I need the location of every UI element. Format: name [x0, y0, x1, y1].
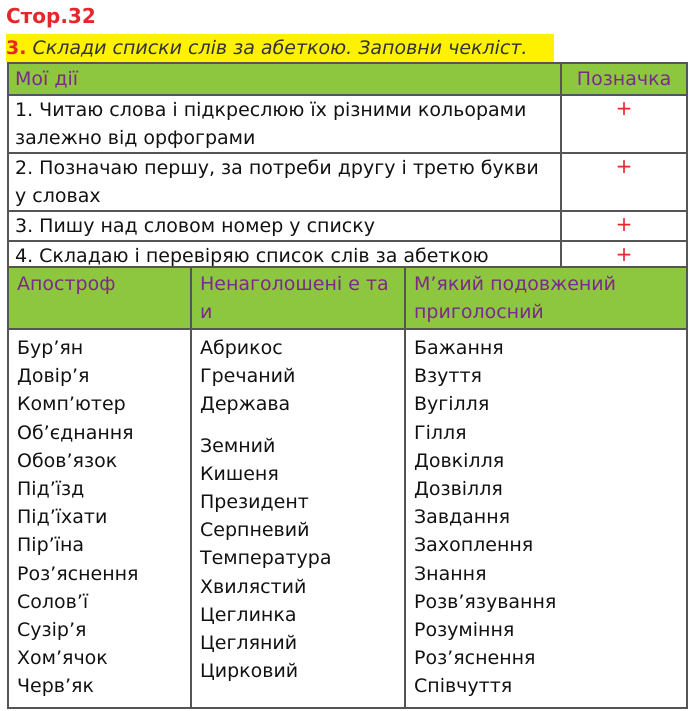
checklist-row-text: 4. Складаю і перевіряю список слів за абеткою [8, 241, 561, 271]
word-item: Пір’їна [17, 534, 85, 557]
word-item: Кишеня [200, 462, 279, 485]
word-item: Гречаний [200, 365, 296, 388]
word-item: Цирковий [200, 660, 299, 683]
word-item: Під’їхати [17, 506, 108, 529]
checklist-row-text: 3. Пишу над словом номер у списку [8, 211, 561, 241]
word-item: Черв’як [17, 675, 94, 698]
checklist-header-mark: Позначка [561, 63, 687, 95]
word-item: Розв’язування [414, 590, 557, 613]
words-column-soft-double [405, 329, 687, 708]
task-text: Склади списки слів за абеткою. Заповни чекліст. [32, 37, 528, 59]
word-item: Хом’ячок [17, 647, 108, 670]
page-label: Стор.32 [6, 4, 96, 28]
word-item: Держава [200, 393, 291, 416]
word-item: Цегляний [200, 632, 298, 655]
word-item: Президент [200, 491, 309, 514]
words-header-unstressed: Ненаголошені е та и [191, 267, 405, 329]
word-item: Розуміння [414, 619, 515, 642]
task-number: 3. [6, 37, 27, 59]
checklist-row-text: 2. Позначаю першу, за потреби другу і третю букви у словах [8, 153, 561, 211]
word-item: Земний [200, 434, 276, 457]
word-item: Роз’яснення [17, 562, 139, 585]
words-header-apostrophe: Апостроф [8, 267, 191, 329]
word-item: Цеглинка [200, 603, 297, 626]
word-item: Дозвілля [414, 478, 503, 501]
words-column-unstressed [191, 329, 405, 708]
word-item: Вугілля [414, 393, 490, 416]
word-item: Співчуття [414, 675, 513, 698]
word-item: Комп’ютер [17, 393, 126, 416]
word-item: Обов’язок [17, 449, 118, 472]
word-list [414, 334, 678, 701]
word-item: Бур’ян [17, 337, 84, 359]
checklist-row-mark: + [561, 95, 687, 153]
word-item: Завдання [414, 506, 511, 529]
words-header-soft-double: М’який подовжений приголосний [405, 267, 687, 329]
word-item: Об’єднання [17, 421, 134, 444]
word-item: Солов’ї [17, 590, 89, 613]
checklist-header-row [8, 63, 687, 95]
word-item: Під’їзд [17, 478, 85, 501]
words-body-row [8, 329, 687, 708]
checklist-header-actions: Мої дії [8, 63, 561, 95]
word-item: Знання [414, 562, 487, 585]
word-item: Захоплення [414, 534, 534, 557]
word-item: Абрикос [200, 337, 283, 359]
checklist-row [8, 211, 687, 241]
checklist-row-mark: + [561, 241, 687, 271]
checklist-table [7, 62, 688, 272]
word-item: Роз’яснення [414, 647, 536, 670]
word-item: Взуття [414, 365, 482, 388]
task-instruction [6, 34, 554, 62]
word-list [200, 334, 396, 685]
word-item: Сузір’я [17, 619, 87, 642]
words-header-row [8, 267, 687, 329]
checklist-row-text: 1. Читаю слова і підкреслюю їх різними кольорами залежно від орфограми [8, 95, 561, 153]
word-item: Серпневий [200, 519, 310, 542]
checklist-row [8, 95, 687, 153]
words-column-apostrophe [8, 329, 191, 708]
word-item: Бажання [414, 337, 504, 359]
checklist-row [8, 153, 687, 211]
word-list [17, 334, 182, 701]
word-item: Довкілля [414, 449, 505, 472]
word-item: Хвилястий [200, 575, 307, 598]
checklist-row-mark: + [561, 211, 687, 241]
word-item: Гілля [414, 421, 467, 444]
word-item: Температура [200, 547, 332, 570]
checklist-row-mark: + [561, 153, 687, 211]
words-table [7, 266, 688, 709]
word-item: Довір’я [17, 365, 90, 388]
